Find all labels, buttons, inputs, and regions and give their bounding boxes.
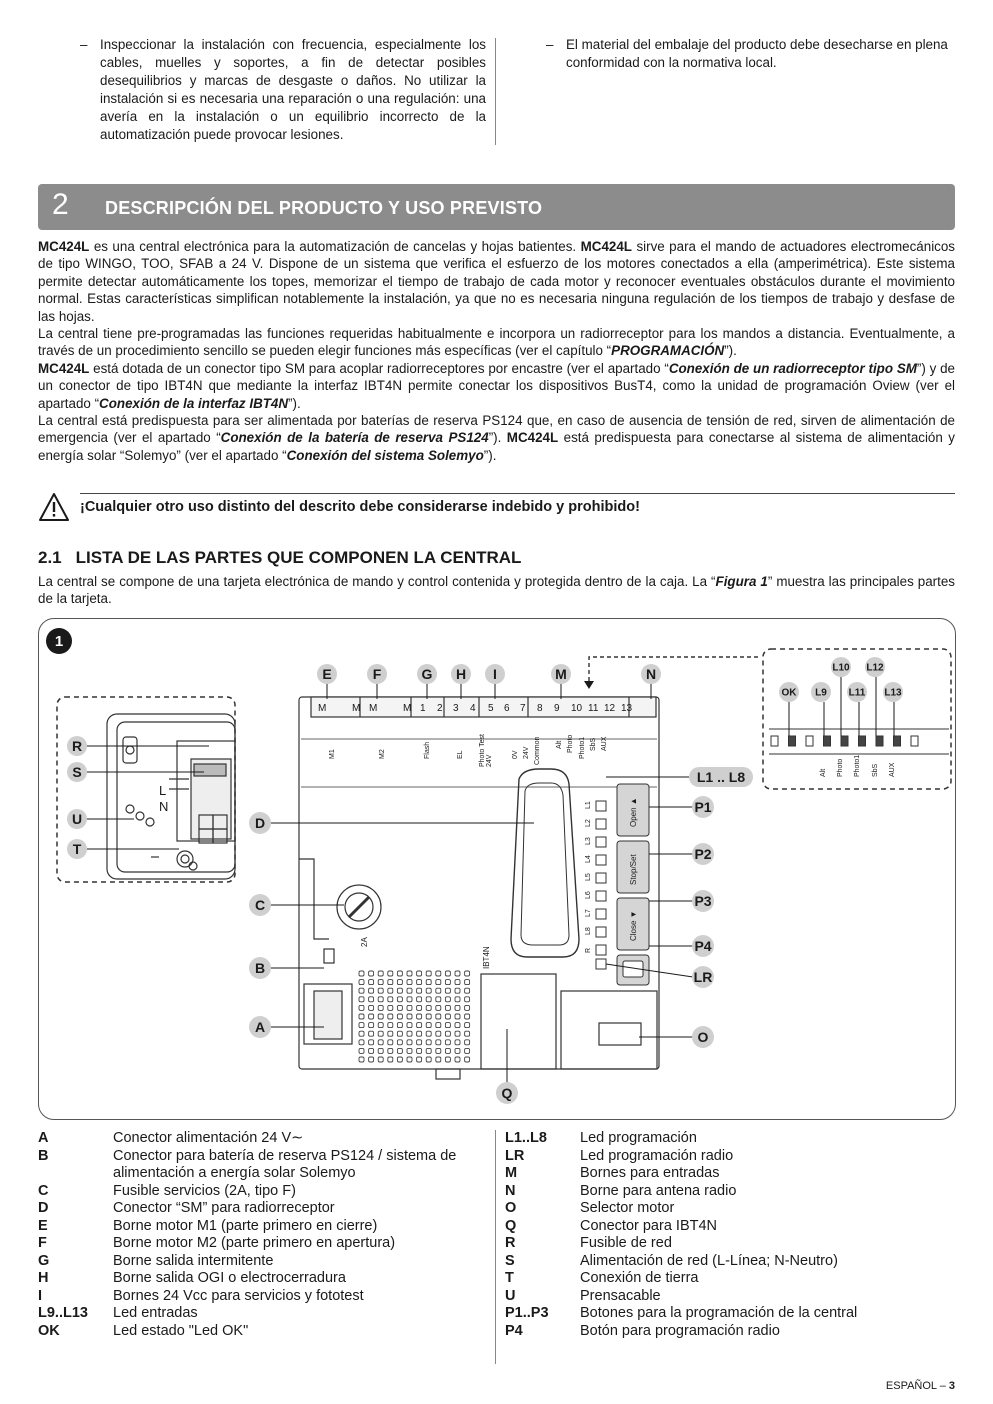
legend-row [38, 1148, 493, 1183]
legend-row [505, 1130, 955, 1148]
text-run: ”). [483, 447, 497, 463]
legend-description: Prensacable [580, 1287, 661, 1304]
terminal-function-label: SbS [590, 737, 597, 751]
terminal-function-label: Photo1 [579, 736, 586, 759]
callout-i [485, 664, 505, 699]
legend-description: Led estado "Led OK" [113, 1322, 249, 1339]
legend-description: Bornes para entradas [580, 1165, 720, 1181]
model-name: MC424L [580, 239, 632, 254]
legend-row [38, 1270, 493, 1288]
callout-label: G [421, 666, 433, 683]
legend-code: H [38, 1270, 49, 1286]
legend-list [38, 1130, 493, 1340]
terminal-number: M [369, 703, 378, 714]
legend-code: N [505, 1182, 516, 1199]
legend-code: M [505, 1165, 518, 1181]
callout-label: L9 [815, 687, 827, 699]
paragraph [38, 412, 955, 464]
legend-code: C [38, 1182, 49, 1199]
callout-label: I [493, 666, 497, 683]
led-label: L5 [585, 873, 592, 881]
inset-callouts [779, 657, 903, 736]
bullet-item [546, 36, 954, 72]
inset-led [824, 736, 831, 746]
callout-label: A [254, 1019, 266, 1036]
terminal-number: 12 [604, 703, 616, 714]
legend-description: Borne salida intermitente [113, 1252, 274, 1269]
text-run: ”) y de un conector de tipo IBT4N que mediante la interfaz IBT4N permite conectar los dispositivos BusT4, como la unidad de programación Oview (ver el apartado “ [38, 360, 955, 411]
text-run: es una central electrónica para la automatización de cancelas y hojas batientes. [89, 239, 581, 254]
paragraph [38, 360, 955, 412]
terminal-number: 11 [588, 703, 599, 714]
terminal-function-label: 24V [523, 746, 530, 759]
legend-row [505, 1218, 955, 1236]
callout-label: OK [781, 687, 797, 699]
inset-led [771, 736, 778, 746]
legend-code: E [38, 1217, 48, 1234]
page-number: 3 [948, 1380, 955, 1392]
callout-label: P1 [694, 799, 712, 816]
text-run: ” muestra las principales partes de la tarjeta. [38, 574, 955, 607]
legend-row [505, 1183, 955, 1201]
column-divider [495, 38, 496, 145]
legend-row [505, 1288, 955, 1306]
legend-code: U [505, 1287, 516, 1304]
ibt4n-label: IBT4N [482, 946, 491, 969]
led-label: L1 [585, 801, 592, 809]
legend-code: G [38, 1252, 50, 1269]
callout-m [551, 664, 571, 699]
legend-row [505, 1148, 955, 1166]
callout-label: E [322, 666, 332, 683]
inset-led [911, 736, 918, 746]
inset-leds [771, 736, 918, 746]
callout-l13 [883, 682, 903, 736]
terminal-label-n: N [159, 799, 169, 814]
terminal-function-label: Flash [424, 741, 431, 759]
legend-code: P4 [505, 1322, 523, 1339]
power-terminal-detail [107, 714, 235, 879]
footer-language: ESPAÑOL – [885, 1380, 949, 1392]
led-label: L4 [585, 855, 592, 863]
terminal-label-l: L [159, 783, 167, 798]
legend-row [505, 1200, 955, 1218]
model-name: MC424L [38, 239, 90, 254]
legend-description: Borne motor M1 (parte primero en cierre) [113, 1217, 378, 1234]
legend-right [505, 1130, 955, 1340]
terminal-number: M [352, 703, 361, 714]
text-run: ”). [488, 430, 507, 446]
bullet-dash: – [80, 37, 88, 52]
button-label-open: Open ▲ [629, 797, 638, 827]
top-left-column [80, 36, 486, 144]
section-reference: Conexión de la interfaz IBT4N [99, 395, 289, 411]
section-number: 2 [52, 188, 69, 221]
page-footer [886, 1380, 955, 1392]
terminal-number: 8 [537, 703, 543, 714]
callout-ok [779, 682, 799, 736]
callout-g [417, 664, 437, 699]
callout-label: L1 .. L8 [696, 769, 746, 785]
top-callouts [317, 664, 661, 699]
warning-triangle-icon [38, 492, 70, 522]
terminal-number: M [403, 703, 412, 714]
callout-label: C [254, 897, 266, 914]
legend-description: Bornes 24 Vcc para servicios y fototest [113, 1287, 364, 1304]
warning-divider [80, 492, 955, 494]
bullet-text: El material del embalaje del producto debe desecharse en plena conformidad con la normativa local. [566, 37, 948, 70]
terminal-function-label: 24V [486, 754, 493, 767]
subsection-number: 2.1 [38, 548, 62, 567]
inset-input-label: AUX [889, 762, 896, 777]
paragraph [38, 325, 955, 360]
chapter-reference: PROGRAMACIÓN [611, 343, 725, 359]
subsection-title: LISTA DE LAS PARTES QUE COMPONEN LA CENTRAL [75, 548, 522, 567]
terminal-function-label: AUX [601, 736, 608, 751]
callout-label: U [71, 811, 83, 827]
callout-label: R [71, 738, 83, 754]
terminal-function-label: Alt [556, 740, 563, 749]
legend-description: Fusible servicios (2A, tipo F) [113, 1182, 296, 1199]
bullet-item [80, 36, 486, 144]
inset-input-label: Photo1 [854, 754, 861, 777]
callout-label: P4 [694, 938, 712, 955]
terminal-number: 2 [437, 703, 443, 714]
terminal-number: 7 [520, 703, 526, 714]
callout-label: M [555, 666, 567, 683]
legend-code: L1..L8 [505, 1130, 547, 1146]
callout-label: L11 [848, 687, 866, 699]
legend-code: R [505, 1235, 516, 1251]
inset-input-label: Photo [837, 758, 844, 777]
legend-code: P1..P3 [505, 1305, 549, 1321]
terminal-function-label: EL [457, 750, 464, 759]
text-run: La central se compone de una tarjeta electrónica de mando y control contenida y protegida dentro de la caja. La “ [38, 574, 716, 589]
legend-row [505, 1253, 955, 1271]
inset-link-arrow [589, 657, 761, 681]
legend-description: Led entradas [113, 1305, 198, 1321]
callout-h [451, 664, 471, 699]
callout-t [67, 839, 179, 859]
legend-code: D [38, 1200, 49, 1216]
inset-led [789, 736, 796, 746]
legend-description: Conector para IBT4N [580, 1217, 718, 1234]
callout-label: L12 [866, 662, 884, 674]
section-reference: Conexión de un radiorreceptor tipo SM [668, 360, 917, 376]
legend-code: LR [505, 1147, 525, 1164]
inset-text [820, 755, 896, 777]
terminal-number: 10 [571, 703, 583, 714]
callout-label: L10 [832, 662, 850, 674]
button-label-stopset: Stop/Set [629, 854, 638, 885]
legend-list [505, 1130, 955, 1340]
callout-n [641, 664, 661, 699]
terminal-number: M [318, 703, 327, 714]
callout-label: L13 [884, 687, 902, 699]
legend-divider [495, 1130, 496, 1364]
terminal-number: 1 [420, 703, 426, 714]
legend-description: Borne salida OGI o electrocerradura [113, 1270, 346, 1286]
text-run: La central está predispuesta para ser alimentada por baterías de reserva PS124 que, en caso de ausencia de tensión de red, sirven de alimentación de emergencia (ver el apartado “ [38, 413, 955, 446]
led-label: L8 [585, 927, 592, 935]
legend-description: Conexión de tierra [580, 1270, 699, 1286]
legend-code: T [505, 1270, 514, 1286]
callout-u [67, 809, 134, 829]
section-title: DESCRIPCIÓN DEL PRODUCTO Y USO PREVISTO [105, 198, 543, 218]
terminal-function-label: 0V [512, 750, 519, 759]
legend-row [38, 1183, 493, 1201]
warning-box [38, 492, 955, 522]
figure-number: 1 [54, 633, 64, 650]
top-right-column [546, 36, 954, 72]
legend-row [505, 1165, 955, 1183]
legend-code: Q [505, 1217, 517, 1234]
terminal-function-label: Photo Test [479, 734, 486, 767]
led-label: R [585, 947, 592, 953]
legend-code: F [38, 1235, 47, 1251]
terminal-number: 6 [504, 703, 510, 714]
circuit-board-diagram [39, 619, 955, 1119]
section-reference: Conexión del sistema Solemyo [286, 447, 484, 463]
section-reference: Conexión de la batería de reserva PS124 [220, 430, 489, 446]
legend-description: Led programación radio [580, 1147, 734, 1164]
callout-label: LR [693, 969, 713, 986]
body-text [38, 238, 955, 464]
terminal-function-label: Photo [567, 734, 574, 753]
legend-description: Conector alimentación 24 V∼ [113, 1130, 304, 1146]
model-name: MC424L [38, 360, 90, 376]
callout-l9 [811, 682, 831, 736]
legend-row [505, 1235, 955, 1253]
callout-label: S [72, 764, 82, 780]
terminal-function-label: Common [534, 736, 541, 765]
legend-row [38, 1235, 493, 1253]
bullet-dash: – [546, 37, 554, 52]
legend-row [38, 1288, 493, 1306]
inset-led [894, 736, 901, 746]
led-labels [585, 801, 592, 953]
text-run: ”). [724, 343, 737, 359]
led-label: L7 [585, 909, 592, 917]
callout-r [67, 736, 209, 756]
bullet-text: Inspeccionar la instalación con frecuencia, especialmente los cables, muelles y soportes, a fin de detectar posibles desequilibrios y marcas de desgaste o daños. No utilizar la instalación si es necesaria una reparación o una regulación: una avería en la instalación o un equilibrio incorrecto de la automatización puede provocar lesiones. [100, 37, 486, 142]
legend-code: I [38, 1287, 43, 1304]
subsection-heading [38, 548, 521, 568]
legend-description: Led programación [580, 1130, 697, 1146]
legend-code: A [38, 1130, 49, 1146]
model-name: MC424L [506, 430, 559, 446]
legend-row [38, 1200, 493, 1218]
warning-text: ¡Cualquier otro uso distinto del descrito debe considerarse indebido y prohibido! [80, 499, 640, 515]
text-run: La central tiene pre-programadas las funciones requeridas habitualmente e incorpora un radiorreceptor para los mandos a distancia. Eventualmente, a través de un procedimiento sencillo se pueden elegir funciones más específicas (ver el capítulo “ [38, 326, 955, 359]
legend-code: B [38, 1147, 49, 1164]
callout-label: Q [501, 1085, 513, 1102]
legend-code: OK [38, 1322, 60, 1339]
led-label: L6 [585, 891, 592, 899]
legend-row [38, 1253, 493, 1271]
inset-led [806, 736, 813, 746]
legend-left [38, 1130, 493, 1340]
paragraph [38, 238, 955, 325]
callout-label: P3 [694, 893, 712, 910]
legend-description: Borne para antena radio [580, 1182, 737, 1199]
legend-description: Borne motor M2 (parte primero en apertura) [113, 1235, 396, 1251]
inset-led [859, 736, 866, 746]
fuse-rating-label: 2A [360, 937, 369, 947]
legend-code: O [505, 1200, 517, 1216]
text-run: está dotada de un conector tipo SM para acoplar radiorreceptores por encastre (ver el apartado “ [89, 360, 669, 376]
inset-input-label: Alt [820, 768, 827, 777]
callout-label: D [254, 815, 266, 832]
terminal-number: 3 [453, 703, 459, 714]
callout-label: F [372, 666, 382, 683]
text-run: sirve para el mando de actuadores electromecánicos de tipo WINGO, TOO, SFAB a 24 V. Dispone de un sistema que verifica el esfuerzo de los motores conectados a ella (amperimétrica). Este sistema permite detectar automáticamente los topes, memorizar el tiempo de trabajo de cada motor y reconocer eventuales obstáculos durante el movimiento normal. Estas características simplifican notablemente la instalación, ya que no es necesaria ninguna regulación de los tiempos de trabajo y desfase de las hojas. [38, 239, 956, 324]
callout-label: T [72, 841, 82, 857]
legend-description: Alimentación de red (L-Línea; N-Neutro) [580, 1252, 838, 1269]
legend-description: Conector “SM” para radiorreceptor [113, 1200, 335, 1216]
button-label-close: Close ▼ [629, 910, 638, 941]
callout-label: B [254, 960, 266, 977]
subsection-text [38, 573, 955, 608]
callout-label: N [645, 666, 657, 683]
legend-row [505, 1270, 955, 1288]
callout-f [367, 664, 387, 699]
terminal-number: 9 [554, 703, 560, 714]
callout-label: H [455, 666, 467, 683]
figure-1 [38, 618, 956, 1120]
callout-l12 [865, 657, 885, 736]
legend-description: Botón para programación radio [580, 1322, 780, 1339]
section-banner [38, 184, 955, 230]
led-label: L3 [585, 837, 592, 845]
callout-l11 [847, 682, 867, 736]
legend-row [38, 1305, 493, 1323]
terminal-number: 4 [470, 703, 476, 714]
inset-input-label: SbS [872, 763, 879, 777]
legend-row [505, 1323, 955, 1341]
legend-description: Conector para batería de reserva PS124 / sistema de alimentación a energía solar Solemyo [113, 1147, 457, 1181]
legend-description: Selector motor [580, 1200, 675, 1216]
legend-row [38, 1323, 493, 1341]
legend-description: Botones para la programación de la central [580, 1305, 858, 1321]
callout-label: O [697, 1029, 709, 1046]
legend-code: S [505, 1252, 515, 1269]
callout-label: P2 [694, 846, 712, 863]
led-label: L2 [585, 819, 592, 827]
figure-reference: Figura 1 [715, 574, 768, 589]
legend-row [505, 1305, 955, 1323]
terminal-function-label: M1 [329, 749, 336, 759]
legend-row [38, 1218, 493, 1236]
text-run: ”). [288, 395, 301, 411]
terminal-function-label: M2 [379, 749, 386, 759]
legend-row [38, 1130, 493, 1148]
inset-led [841, 736, 848, 746]
terminal-number: 13 [621, 703, 633, 714]
legend-description: Fusible de red [580, 1235, 672, 1251]
callout-e [317, 664, 337, 699]
legend-code: L9..L13 [38, 1305, 88, 1321]
text-run: está predispuesta para conectarse al sistema de alimentación y energía solar “Solemyo” (ver el apartado “ [38, 430, 955, 463]
inset-led [876, 736, 883, 746]
terminal-number: 5 [488, 703, 494, 714]
arrow-head [584, 681, 594, 689]
